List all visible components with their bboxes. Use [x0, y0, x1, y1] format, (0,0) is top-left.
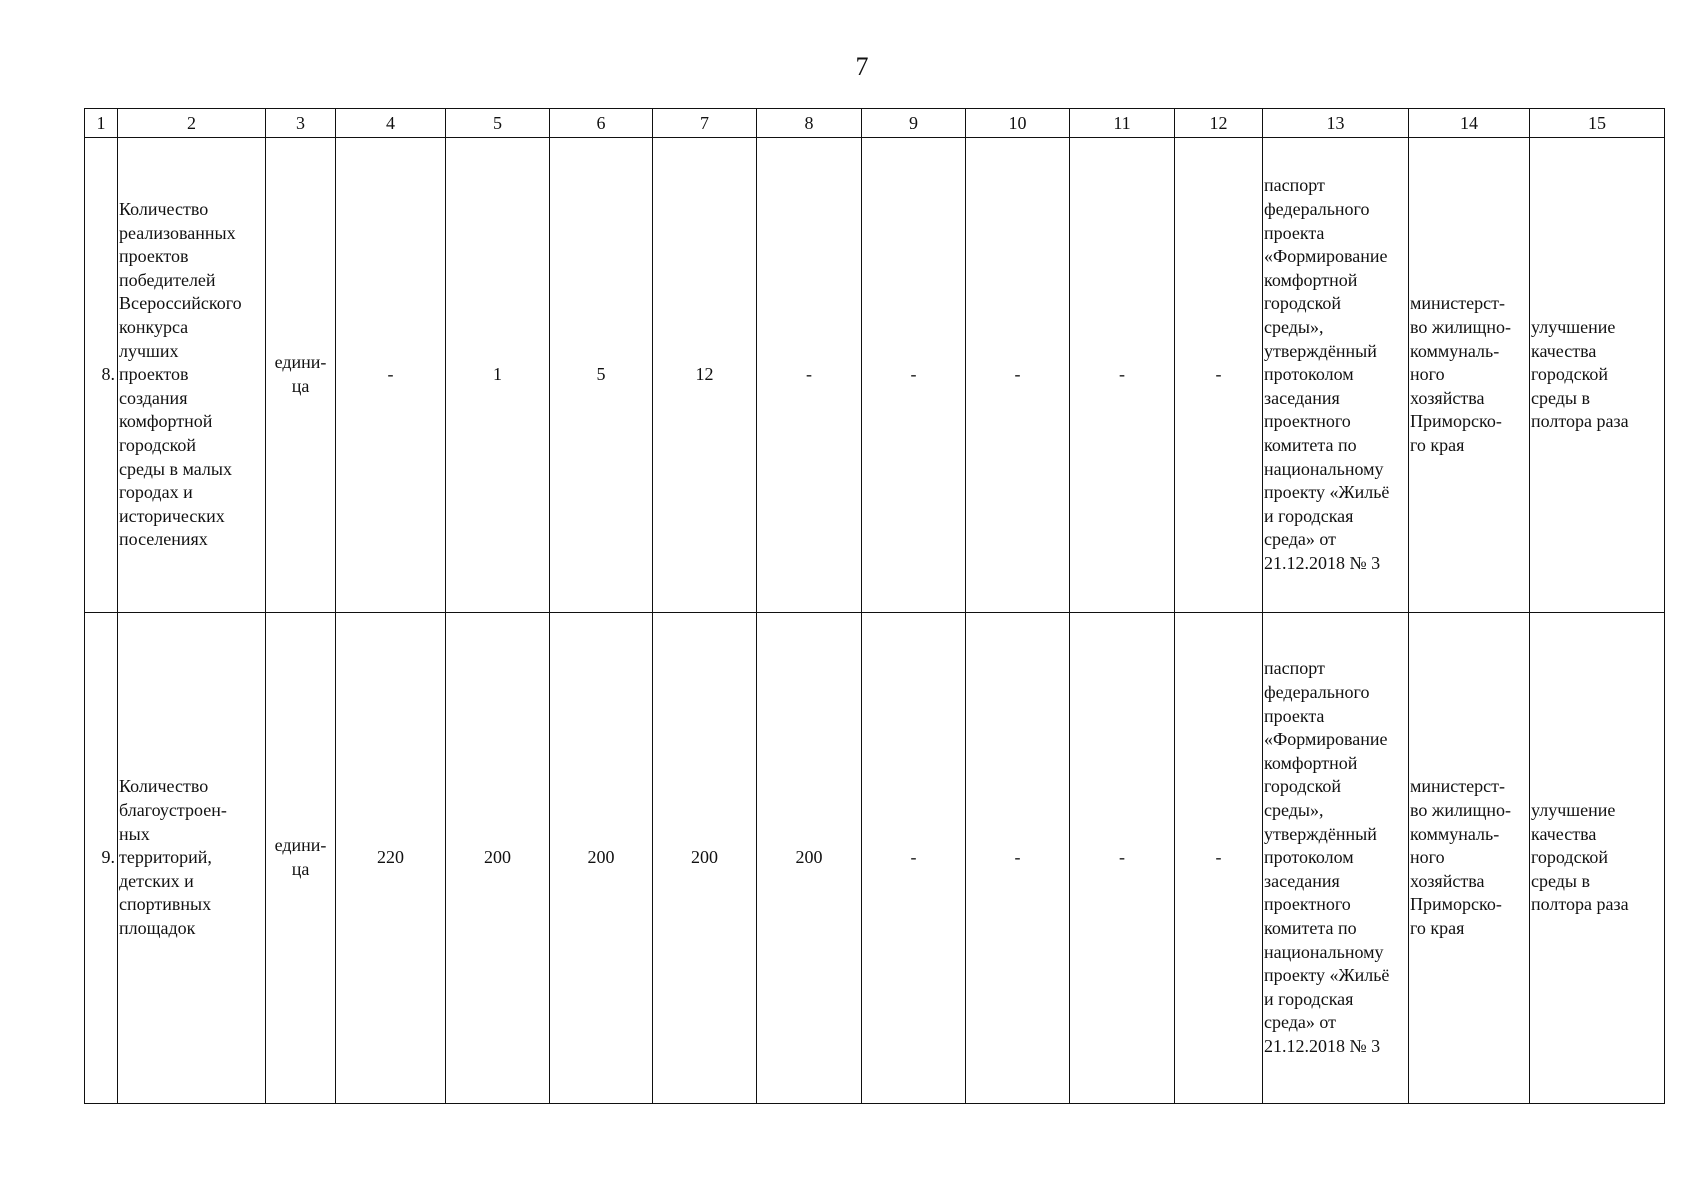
value-cell: 200 — [653, 613, 757, 1104]
value-cell: - — [862, 138, 966, 613]
column-number: 4 — [336, 109, 446, 138]
column-number: 13 — [1263, 109, 1409, 138]
responsible-cell — [1409, 138, 1530, 613]
column-number: 1 — [85, 109, 118, 138]
column-number: 7 — [653, 109, 757, 138]
column-number: 3 — [266, 109, 336, 138]
value-cell: 1 — [446, 138, 550, 613]
value-cell: - — [1070, 613, 1175, 1104]
basis-text: паспорт федерального проекта «Формирование комфортной городской среды», утверждённый протоколом заседания проектного комитета по национальному проекту «Жильё и городская среда» от 21.12.2018 № 3 — [1264, 175, 1390, 573]
value-cell: - — [966, 613, 1070, 1104]
value-cell: - — [862, 613, 966, 1104]
value-cell: - — [1175, 138, 1263, 613]
basis-text: паспорт федерального проекта «Формирование комфортной городской среды», утверждённый протоколом заседания проектного комитета по национальному проекту «Жильё и городская среда» от 21.12.2018 № 3 — [1264, 658, 1390, 1056]
value-cell: 220 — [336, 613, 446, 1104]
table-row — [85, 613, 1665, 1104]
indicators-table — [84, 108, 1665, 1104]
result-cell — [1530, 613, 1665, 1104]
column-number: 14 — [1409, 109, 1530, 138]
unit-cell — [266, 613, 336, 1104]
unit-text: едини- ца — [274, 352, 327, 396]
table-row — [85, 138, 1665, 613]
indicator-name — [118, 138, 266, 613]
column-number: 15 — [1530, 109, 1665, 138]
indicator-name — [118, 613, 266, 1104]
responsible-text: министерст- во жилищно- коммуналь- ного хозяйства Приморско- го края — [1410, 293, 1512, 455]
column-number: 5 — [446, 109, 550, 138]
value-cell: 200 — [550, 613, 653, 1104]
value-cell: 200 — [757, 613, 862, 1104]
result-text: улучшение качества городской среды в полтора раза — [1531, 800, 1629, 915]
value-cell: - — [757, 138, 862, 613]
page-number: 7 — [855, 52, 869, 81]
column-number: 11 — [1070, 109, 1175, 138]
indicator-name-text: Количество реализованных проектов победителей Всероссийского конкурса лучших проектов создания комфортной городской среды в малых городах и исторических поселениях — [119, 199, 242, 550]
value-cell: - — [336, 138, 446, 613]
column-number: 9 — [862, 109, 966, 138]
column-number: 12 — [1175, 109, 1263, 138]
column-number: 6 — [550, 109, 653, 138]
responsible-cell — [1409, 613, 1530, 1104]
value-cell: - — [1175, 613, 1263, 1104]
result-text: улучшение качества городской среды в полтора раза — [1531, 317, 1629, 432]
column-number: 2 — [118, 109, 266, 138]
column-number: 8 — [757, 109, 862, 138]
basis-cell — [1263, 138, 1409, 613]
value-cell: 200 — [446, 613, 550, 1104]
unit-cell — [266, 138, 336, 613]
value-cell: - — [1070, 138, 1175, 613]
row-number: 9. — [85, 613, 118, 1104]
responsible-text: министерст- во жилищно- коммуналь- ного хозяйства Приморско- го края — [1410, 776, 1512, 938]
basis-cell — [1263, 613, 1409, 1104]
column-number: 10 — [966, 109, 1070, 138]
column-number-row — [85, 109, 1665, 138]
value-cell: 12 — [653, 138, 757, 613]
value-cell: - — [966, 138, 1070, 613]
result-cell — [1530, 138, 1665, 613]
row-number: 8. — [85, 138, 118, 613]
indicator-name-text: Количество благоустроен- ных территорий, детских и спортивных площадок — [119, 776, 227, 938]
value-cell: 5 — [550, 138, 653, 613]
unit-text: едини- ца — [274, 835, 327, 879]
